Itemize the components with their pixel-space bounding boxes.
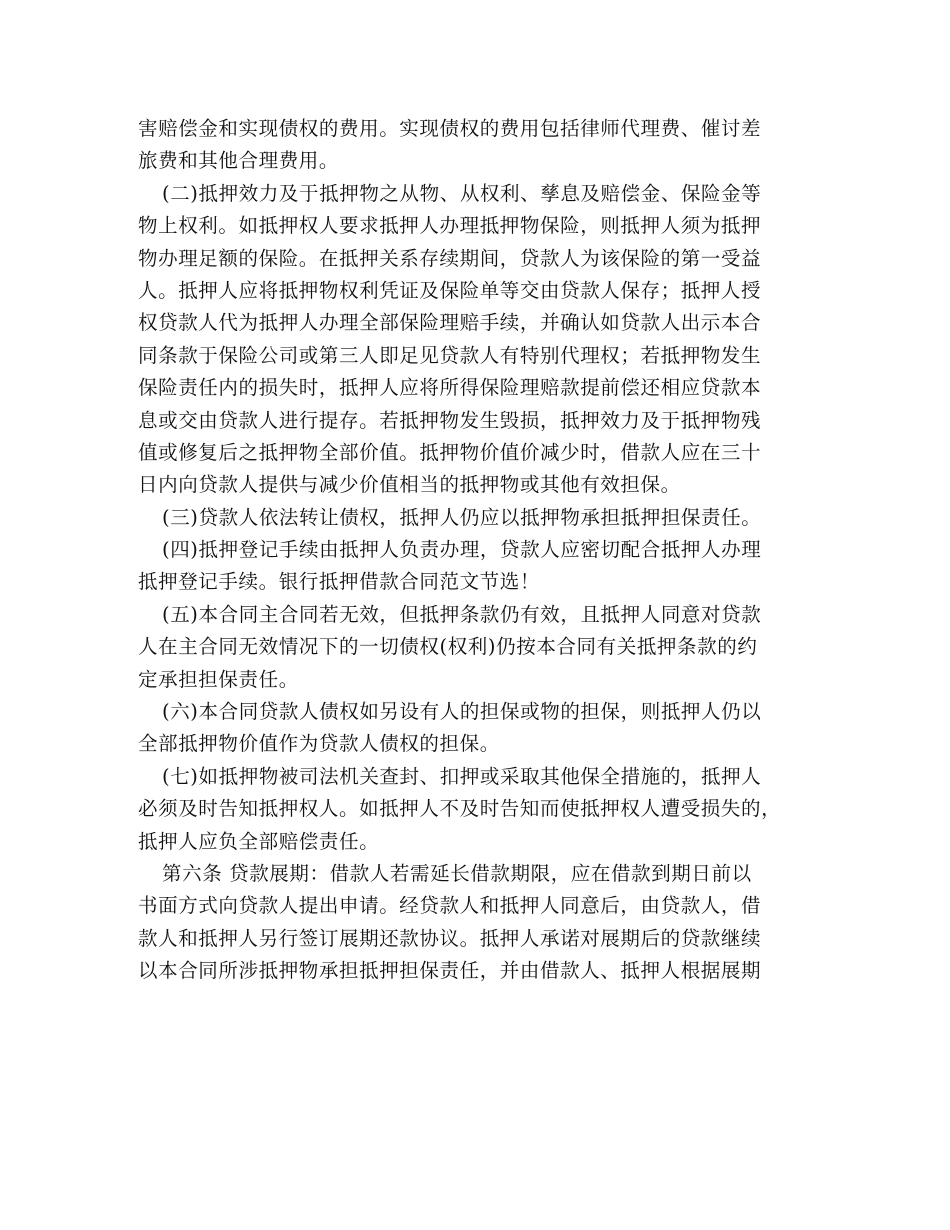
text-line: 第六条 贷款展期：借款人若需延长借款期限，应在借款到期日前以	[162, 861, 752, 885]
text-line: 旅费和其他合理费用。	[138, 149, 340, 173]
text-line: 以本合同所涉抵押物承担抵押担保责任，并由借款人、抵押人根据展期	[138, 959, 762, 983]
text-line: 物办理足额的保险。在抵押关系存续期间，贷款人为该保险的第一受益	[138, 246, 762, 270]
text-line: 值或修复后之抵押物全部价值。抵押物价值价减少时，借款人应在三十	[138, 440, 762, 464]
text-line: (三)贷款人依法转让债权，抵押人仍应以抵押物承担抵押担保责任。	[162, 505, 762, 529]
text-line: 款人和抵押人另行签订展期还款协议。抵押人承诺对展期后的贷款继续	[138, 926, 762, 950]
text-line: (五)本合同主合同若无效，但抵押条款仍有效，且抵押人同意对贷款	[162, 602, 762, 626]
text-line: (七)如抵押物被司法机关查封、扣押或采取其他保全措施的，抵押人	[162, 764, 762, 788]
text-line: 书面方式向贷款人提出申请。经贷款人和抵押人同意后，由贷款人，借	[138, 894, 762, 918]
text-line: (四)抵押登记手续由抵押人负责办理，贷款人应密切配合抵押人办理	[162, 538, 762, 562]
text-line: 同条款于保险公司或第三人即足见贷款人有特别代理权；若抵押物发生	[138, 343, 762, 367]
text-line: 定承担担保责任。	[138, 667, 299, 691]
text-line: 害赔偿金和实现债权的费用。实现债权的费用包括律师代理费、催讨差	[138, 117, 762, 140]
text-line: 抵押登记手续。银行抵押借款合同范文节选！	[138, 570, 541, 594]
text-line: 人在主合同无效情况下的一切债权(权利)仍按本合同有关抵押条款的约	[138, 635, 758, 659]
text-line: (二)抵押效力及于抵押物之从物、从权利、孳息及赔偿金、保险金等	[162, 181, 762, 205]
text-line: (六)本合同贷款人债权如另设有人的担保或物的担保，则抵押人仍以	[162, 700, 762, 724]
text-line: 必须及时告知抵押权人。如抵押人不及时告知而使抵押权人遭受损失的，	[138, 797, 782, 821]
text-line: 日内向贷款人提供与减少价值相当的抵押物或其他有效担保。	[138, 473, 681, 497]
text-line: 抵押人应负全部赔偿责任。	[138, 829, 380, 853]
text-line: 人。抵押人应将抵押物权利凭证及保险单等交由贷款人保存；抵押人授	[138, 278, 762, 302]
text-line: 息或交由贷款人进行提存。若抵押物发生毁损，抵押效力及于抵押物残	[138, 408, 762, 432]
text-line: 物上权利。如抵押权人要求抵押人办理抵押物保险，则抵押人须为抵押	[138, 214, 762, 238]
document-body	[138, 113, 818, 988]
text-line: 全部抵押物价值作为贷款人债权的担保。	[138, 732, 500, 756]
text-line: 权贷款人代为抵押人办理全部保险理赔手续，并确认如贷款人出示本合	[138, 311, 762, 335]
text-line: 保险责任内的损失时，抵押人应将所得保险理赔款提前偿还相应贷款本	[138, 376, 762, 400]
